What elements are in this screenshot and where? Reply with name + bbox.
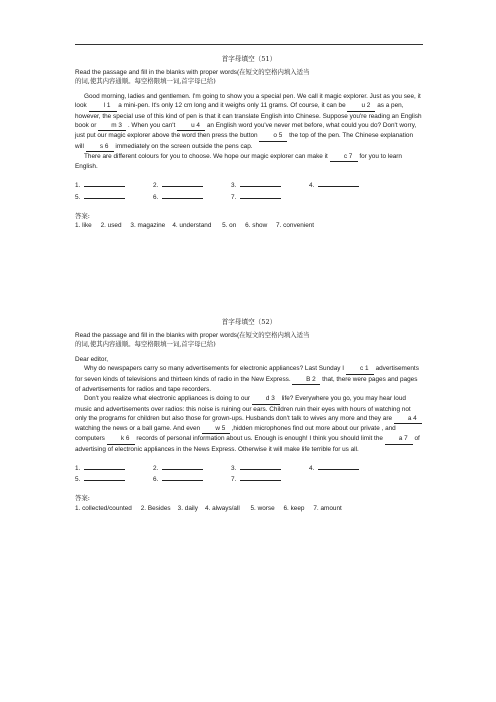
- blank-5[interactable]: o 5: [259, 131, 287, 141]
- slot-number: 4.: [309, 464, 315, 472]
- slot-number: 3.: [231, 464, 237, 472]
- answer-line[interactable]: [318, 469, 359, 470]
- header-rule: [75, 44, 423, 45]
- instruction-cn-2: 的词,使其内容通顺。每空格限填一词,首字母已给): [75, 76, 216, 85]
- answer-line[interactable]: [84, 480, 125, 481]
- exercise-52-paragraph-2: [75, 394, 423, 454]
- answer-line[interactable]: [162, 198, 203, 199]
- blank-4[interactable]: a 4: [394, 414, 422, 424]
- blank-1[interactable]: c 1: [346, 364, 374, 374]
- exercise-51-paragraph-2: [75, 152, 423, 172]
- text-segment: of advertising of electronic appliances in the News Express. Otherwise it will make life terrible for us all.: [75, 435, 420, 453]
- blank-2[interactable]: u 2: [347, 101, 375, 111]
- text-segment: life? Everywhere you go, you may hear loud music and advertisements over radios: this noise is ruining our ears. Children ruin their eyes with hours of watching not only the programs for children but also those for grown-ups. Husbands don't talk to wives any more and they are: [75, 395, 411, 422]
- exercise-52-paragraph-1: [75, 364, 423, 394]
- slot-number: 5.: [75, 476, 81, 484]
- slot-number: 3.: [231, 182, 237, 190]
- blank-3[interactable]: m 3: [98, 121, 126, 131]
- instruction-cn-1: 在短文的空格内填入适当: [239, 67, 310, 76]
- answer-line[interactable]: [318, 186, 359, 187]
- text-segment: There are different colours for you to choose. We hope our magic explorer can make it: [84, 152, 330, 160]
- text-segment: that, there were pages and pages of advertisements for radios and tape recorders.: [75, 375, 418, 393]
- blank-6[interactable]: s 6: [86, 142, 114, 152]
- answer-line[interactable]: [240, 198, 281, 199]
- text-segment: records of personal information about us. Enough is enough! I think you should limit the: [134, 435, 385, 443]
- instruction-cn-2: 的词,使其内容通顺。每空格限填一词,首字母已给): [75, 339, 216, 348]
- exercise-51: [75, 55, 423, 230]
- slot-number: 2.: [153, 182, 159, 190]
- exercise-52-instructions: [75, 331, 423, 340]
- slot-number: 6.: [153, 193, 159, 201]
- blank-1[interactable]: l 1: [89, 101, 117, 111]
- blank-7[interactable]: c 7: [330, 152, 358, 162]
- answer-slot-6: [153, 193, 231, 202]
- answer-slot-2: [153, 464, 231, 473]
- letter-greeting: Dear editor,: [75, 356, 109, 364]
- slot-number: 7.: [231, 193, 237, 201]
- slot-number: 1.: [75, 464, 81, 472]
- slot-number: 4.: [309, 182, 315, 190]
- answer-line[interactable]: [162, 469, 203, 470]
- answer-key-label: 答案:: [75, 494, 90, 503]
- slot-number: 5.: [75, 193, 81, 201]
- instruction-cn-1: 在短文的空格内填入适当: [239, 330, 310, 339]
- text-segment: immediately on the screen outside the pens cap.: [113, 142, 253, 150]
- instruction-en: Read the passage and fill in the blanks with proper words(: [75, 331, 240, 339]
- text-segment: Don't you realize what electronic appliances is doing to our: [84, 395, 252, 403]
- answer-slot-3: [231, 181, 309, 190]
- answer-slot-4: [309, 181, 387, 190]
- blank-5[interactable]: w 5: [202, 424, 230, 434]
- answer-line[interactable]: [162, 480, 203, 481]
- exercise-51-paragraph-1: [75, 92, 423, 152]
- text-segment: the top of the pen. The Chinese explanation will: [75, 132, 414, 150]
- answer-key: 1. collected/counted 2. Besides 3. daily 4. always/all 5. worse 6. keep 7. amount: [75, 504, 342, 512]
- slot-number: 6.: [153, 476, 159, 484]
- answer-line[interactable]: [84, 186, 125, 187]
- slot-number: 1.: [75, 182, 81, 190]
- answer-slot-1: [75, 181, 153, 190]
- answer-lines-row-1: [75, 181, 423, 190]
- blank-6[interactable]: k 6: [107, 434, 135, 444]
- text-segment: for you to learn English.: [75, 152, 402, 171]
- answer-line[interactable]: [240, 480, 281, 481]
- text-segment: advertisements for seven kinds of televisions and thirteen kinds of radio in the New Express.: [75, 365, 419, 383]
- text-segment: Why do newspapers carry so many advertisements for electronic appliances? Last Sunday I: [84, 365, 346, 373]
- answer-line[interactable]: [240, 186, 281, 187]
- text-segment: an English word you've never met before, what could you do? Don't worry, just put our magic explorer above the word then press the button: [75, 121, 417, 140]
- slot-number: 2.: [153, 464, 159, 472]
- answer-slot-1: [75, 464, 153, 473]
- answer-line[interactable]: [240, 469, 281, 470]
- slot-number: 7.: [231, 476, 237, 484]
- answer-slot-5: [75, 475, 153, 484]
- answer-slot-5: [75, 193, 153, 202]
- answer-line[interactable]: [84, 198, 125, 199]
- answer-slot-2: [153, 181, 231, 190]
- answer-key: 1. like 2. used 3. magazine 4. understand 5. on 6. show 7. convenient: [75, 222, 315, 230]
- exercise-51-instructions: [75, 68, 423, 77]
- text-segment: . When you can't: [126, 121, 178, 129]
- blank-3[interactable]: d 3: [252, 394, 280, 404]
- answer-line[interactable]: [84, 469, 125, 470]
- exercise-52-title: 首字母填空（52）: [221, 318, 277, 326]
- answer-slot-6: [153, 475, 231, 484]
- answer-lines-row-2: [75, 475, 423, 484]
- answer-lines-row-1: [75, 464, 423, 473]
- answer-slot-7: [231, 475, 309, 484]
- answer-key-label: 答案:: [75, 211, 90, 220]
- text-segment: watching the news or a ball game. And even: [75, 425, 202, 433]
- text-segment: as a pen, however, the special use of this kind of pen is that it can translate English into Chinese. Suppose you're reading an English book or: [75, 102, 422, 129]
- exercise-51-title: 首字母填空（51）: [221, 55, 277, 63]
- text-segment: ,hidden microphones find out more about our private , and computers: [75, 425, 396, 443]
- instruction-en: Read the passage and fill in the blanks with proper words(: [75, 68, 240, 76]
- answer-slot-3: [231, 464, 309, 473]
- answer-slot-7: [231, 193, 309, 202]
- answer-line[interactable]: [162, 186, 203, 187]
- blank-4[interactable]: u 4: [177, 121, 205, 131]
- blank-2[interactable]: B 2: [292, 375, 320, 385]
- exercise-52: [75, 318, 423, 513]
- blank-7[interactable]: a 7: [385, 434, 413, 444]
- answer-slot-4: [309, 464, 387, 473]
- answer-lines-row-2: [75, 193, 423, 202]
- text-segment: Good morning, ladies and gentlemen. I'm going to show you a special pen. We call it magic explorer. Just as you see, it look: [75, 93, 421, 110]
- text-segment: a mini-pen. It's only 12 cm long and it weighs only 11 grams. Of course, it can be: [116, 102, 348, 110]
